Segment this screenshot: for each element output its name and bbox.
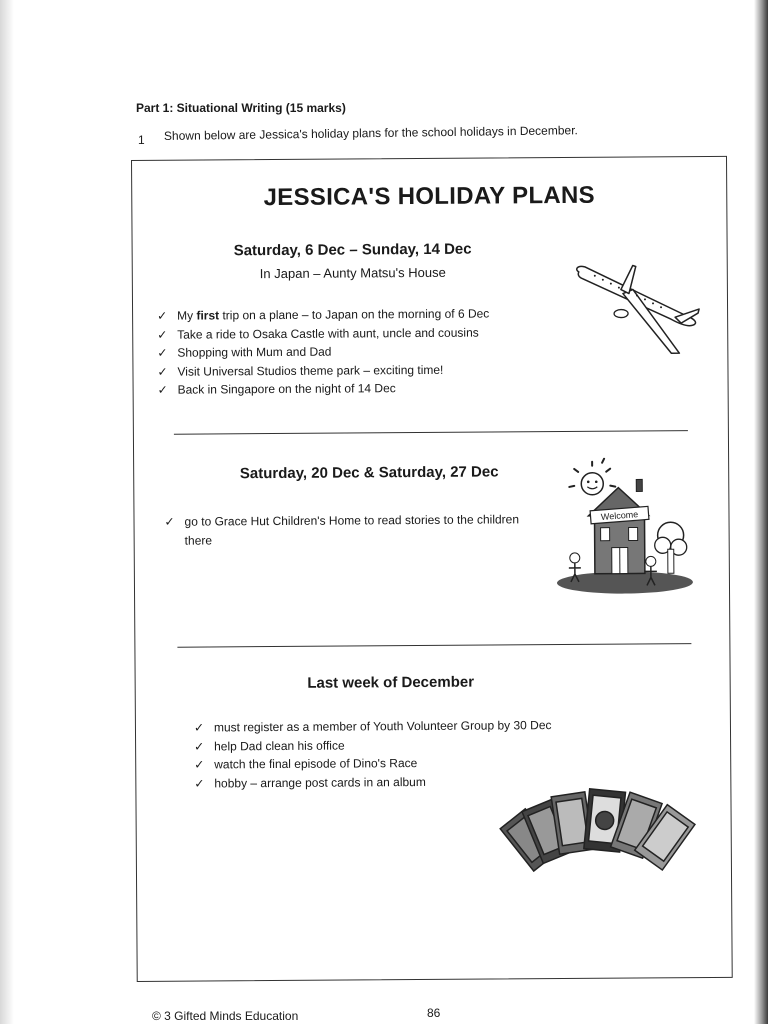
list-item: ✓ must register as a member of Youth Volunteer Group by 30 Dec — [194, 716, 604, 737]
list-item: ✓ My first trip on a plane – to Japan on the morning of 6 Dec — [157, 304, 557, 325]
postcards-icon — [494, 785, 699, 878]
copyright-text: © 3 Gifted Minds Education — [152, 1009, 299, 1023]
check-icon: ✓ — [157, 364, 168, 379]
check-icon: ✓ — [157, 382, 168, 397]
plans-title: JESSICA'S HOLIDAY PLANS — [263, 181, 596, 212]
welcome-sign: Welcome — [600, 509, 639, 523]
airplane-icon — [575, 263, 702, 360]
check-icon: ✓ — [157, 327, 168, 342]
divider — [174, 430, 688, 435]
section2-heading: Saturday, 20 Dec & Saturday, 27 Dec — [239, 463, 499, 483]
check-icon: ✓ — [193, 720, 205, 735]
question-text: Shown below are Jessica's holiday plans for the school holidays in December. — [163, 123, 578, 143]
check-icon: ✓ — [164, 514, 175, 529]
section1-subheading: In Japan – Aunty Matsu's House — [259, 264, 446, 282]
list-item: ✓ help Dad clean his office — [194, 734, 604, 755]
question-number: 1 — [138, 133, 145, 147]
divider — [177, 643, 691, 648]
list-item: ✓ Take a ride to Osaka Castle with aunt, uncle and cousins — [157, 323, 557, 344]
check-icon: ✓ — [157, 345, 168, 360]
list-item: ✓ go to Grace Hut Children's Home to read stories to the children there — [164, 510, 524, 550]
holiday-plans-box — [131, 156, 733, 982]
section1-list — [157, 304, 558, 399]
list-item: ✓ Visit Universal Studios theme park – exciting time! — [157, 360, 557, 381]
section3-list — [194, 716, 605, 793]
check-icon: ✓ — [194, 776, 205, 791]
list-item: ✓ Shopping with Mum and Dad — [157, 341, 557, 362]
check-icon: ✓ — [194, 757, 205, 772]
check-icon: ✓ — [194, 739, 205, 754]
list-item: ✓ hobby – arrange post cards in an album — [194, 771, 604, 792]
part-heading: Part 1: Situational Writing (15 marks) — [136, 101, 346, 115]
check-icon: ✓ — [157, 308, 168, 323]
section1-heading: Saturday, 6 Dec – Sunday, 14 Dec — [233, 240, 472, 260]
section2-list — [164, 510, 524, 550]
section3-heading: Last week of December — [307, 673, 475, 692]
list-item: ✓ Back in Singapore on the night of 14 Dec — [158, 378, 558, 399]
page-number: 86 — [427, 1006, 441, 1020]
page-edge-left — [0, 0, 14, 1024]
list-item: ✓ watch the final episode of Dino's Race — [194, 753, 604, 774]
house-icon — [552, 457, 695, 600]
page-edge-right — [754, 0, 768, 1024]
